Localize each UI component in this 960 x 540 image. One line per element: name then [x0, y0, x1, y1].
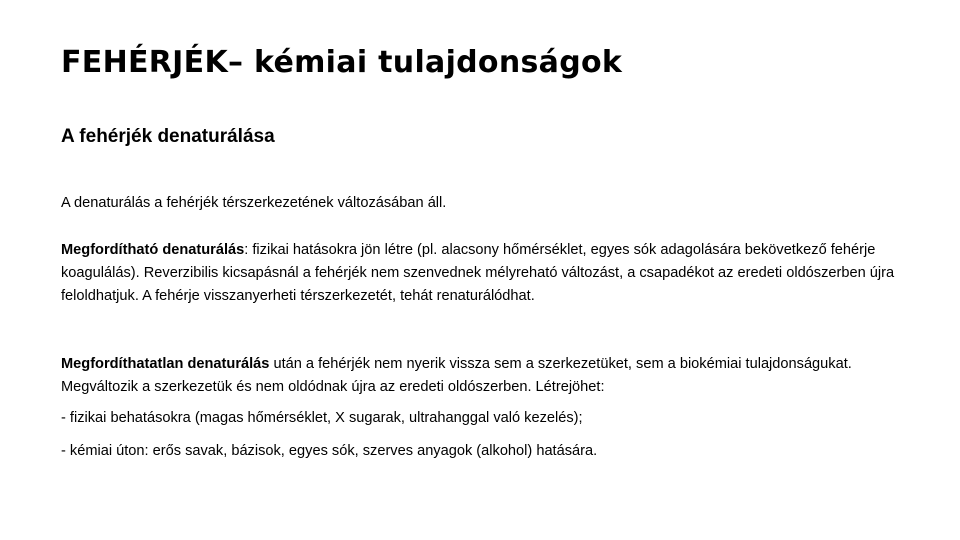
irreversible-paragraph [61, 353, 921, 399]
slide-title: FEHÉRJÉK– kémiai tulajdonságok [61, 45, 623, 80]
intro-paragraph: A denaturálás a fehérjék térszerkezetének változásában áll. [61, 195, 447, 211]
irreversible-text: után a fehérjék nem nyerik vissza sem a szerkezetüket, sem a biokémiai tulajdonságukat. Megváltozik a szerkezetük és nem oldódnak újra az eredeti oldószerben. Létrejöhet: [61, 356, 852, 395]
irreversible-term: Megfordíthatatlan denaturálás [61, 356, 270, 372]
list-item: - fizikai behatásokra (magas hőmérséklet, X sugarak, ultrahanggal való kezelés); [61, 410, 583, 426]
reversible-term: Megfordítható denaturálás [61, 242, 245, 258]
reversible-text: : fizikai hatásokra jön létre (pl. alacsony hőmérséklet, egyes sók adagolására bekövetkező fehérje koagulálás). Reverzibilis kicsapásnál a fehérjék nem szenvednek mélyreható változást, a csapadékot az eredeti oldószerben újra feloldhatjuk. A fehérje visszanyerheti térszerkezetét, tehát renaturálódhat. [61, 242, 895, 304]
reversible-paragraph [61, 239, 921, 308]
list-item: - kémiai úton: erős savak, bázisok, egyes sók, szerves anyagok (alkohol) hatására. [61, 443, 598, 459]
slide-subtitle: A fehérjék denaturálása [61, 126, 275, 147]
